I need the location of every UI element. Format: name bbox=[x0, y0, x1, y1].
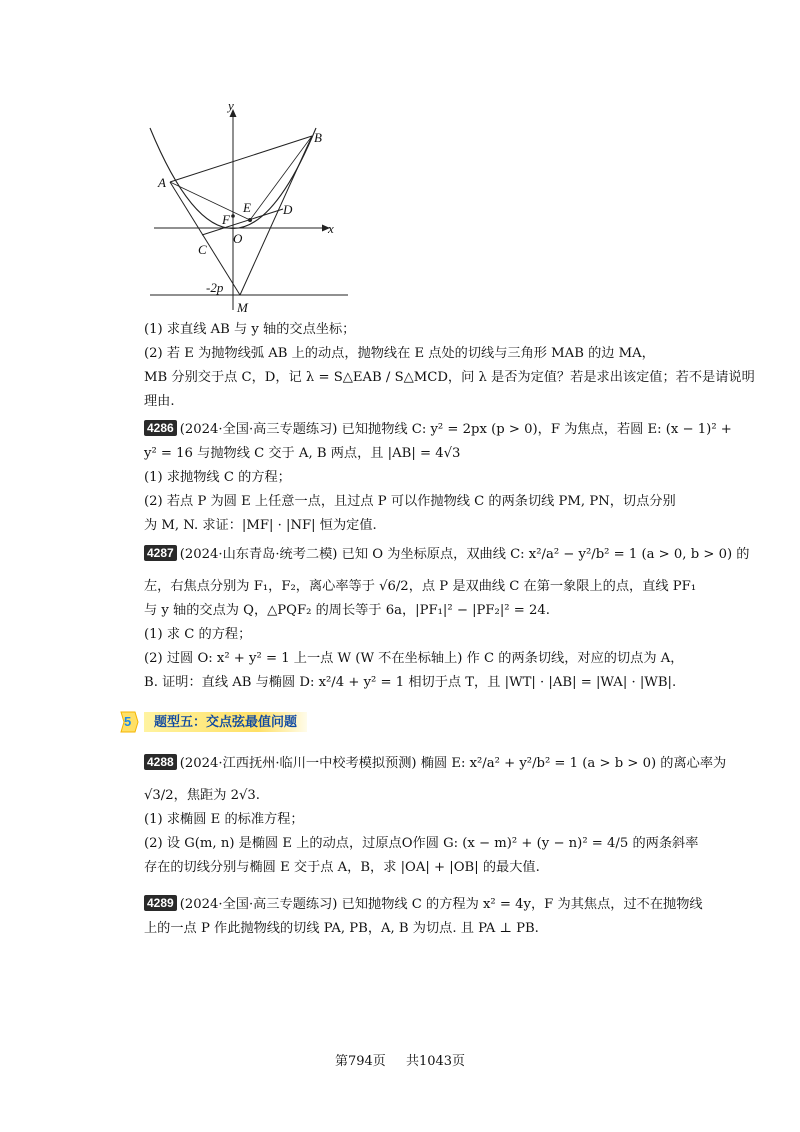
problem-4288 bbox=[144, 752, 727, 880]
point-E bbox=[248, 218, 252, 222]
point-F bbox=[231, 214, 235, 218]
p4286-line5: 为 M, N. 求证：|MF| · |NF| 恒为定值. bbox=[144, 518, 377, 533]
parabola-figure bbox=[140, 96, 360, 318]
page-number: 第794页 bbox=[334, 1054, 386, 1069]
problem-4287 bbox=[144, 543, 750, 695]
problem-number-4286: 4286 bbox=[144, 420, 177, 436]
p4287-line3: 与 y 轴的交点为 Q，△PQF₂ 的周长等于 6a，|PF₁|² − |PF₂|² = 24. bbox=[144, 603, 550, 618]
label-B: B bbox=[314, 130, 322, 145]
label-A: A bbox=[158, 175, 166, 190]
p4288-line3: (1) 求椭圆 E 的标准方程； bbox=[144, 812, 304, 827]
p4286-line3: (1) 求抛物线 C 的方程； bbox=[144, 470, 291, 485]
p4289-text-1: (2024·全国·高三专题练习) 已知抛物线 C 的方程为 x² = 4y，F 为其焦点，过不在抛物线 bbox=[179, 897, 703, 912]
problem-number-4287: 4287 bbox=[144, 545, 177, 561]
label-D: D bbox=[283, 202, 293, 217]
p4286-text-1: (2024·全国·高三专题练习) 已知抛物线 C: y² = 2px (p > 0)，F 为焦点，若圆 E: (x − 1)² + bbox=[179, 422, 732, 437]
p4289-line2: 上的一点 P 作此抛物线的切线 PA, PB，A, B 为切点. 且 PA ⊥ PB. bbox=[144, 921, 539, 936]
label-O: O bbox=[233, 231, 243, 246]
p4287-line6: B. 证明：直线 AB 与椭圆 D: x²/4 + y² = 1 相切于点 T，且 |WT| · |AB| = |WA| · |WB|. bbox=[144, 675, 677, 690]
p4288-line2: √3/2，焦距为 2√3. bbox=[144, 788, 260, 803]
p4286-line2: y² = 16 与抛物线 C 交于 A, B 两点，且 |AB| = 4√3 bbox=[144, 446, 461, 461]
p4287-line2: 左，右焦点分别为 F₁，F₂，离心率等于 √6/2，点 P 是双曲线 C 在第一象限上的点，直线 PF₁ bbox=[144, 579, 697, 594]
label-x: x bbox=[328, 221, 334, 236]
section-title: 题型五：交点弦最值问题 bbox=[144, 712, 307, 732]
label-y: y bbox=[228, 98, 234, 113]
page-total: 共1043页 bbox=[405, 1054, 466, 1069]
prev-q1: (1) 求直线 AB 与 y 轴的交点坐标； bbox=[144, 322, 356, 337]
label-C: C bbox=[198, 242, 207, 257]
figure-svg bbox=[140, 96, 360, 318]
p4287-line1 bbox=[144, 543, 750, 567]
problem-prev-parts bbox=[144, 318, 755, 414]
label-neg2p: -2p bbox=[206, 280, 224, 295]
problem-number-4288: 4288 bbox=[144, 754, 177, 770]
chord-AB bbox=[170, 136, 312, 182]
label-E: E bbox=[243, 200, 251, 215]
prev-q2-b: MB 分别交于点 C，D，记 λ = S△EAB / S△MCD，问 λ 是否为定值？若是求出该定值；若不是请说明 bbox=[144, 370, 755, 385]
prev-q2-a: (2) 若 E 为抛物线弧 AB 上的动点，抛物线在 E 点处的切线与三角形 MAB 的边 MA， bbox=[144, 346, 655, 361]
problem-number-4289: 4289 bbox=[144, 895, 177, 911]
problem-4286 bbox=[144, 418, 732, 538]
p4288-line4: (2) 设 G(m, n) 是椭圆 E 上的动点，过原点O作圆 G: (x − m)² + (y − n)² = 4/5 的两条斜率 bbox=[144, 836, 699, 851]
p4286-line1 bbox=[144, 418, 732, 442]
label-M: M bbox=[237, 300, 248, 315]
p4288-text-1: (2024·江西抚州·临川一中校考模拟预测) 椭圆 E: x²/a² + y²/b² = 1 (a > b > 0) 的离心率为 bbox=[179, 756, 727, 771]
p4286-line4: (2) 若点 P 为圆 E 上任意一点，且过点 P 可以作抛物线 C 的两条切线 PM, PN，切点分别 bbox=[144, 494, 676, 509]
label-F: F bbox=[222, 212, 230, 227]
p4288-line1 bbox=[144, 752, 727, 776]
section-badge bbox=[118, 710, 140, 734]
p4287-line5: (2) 过圆 O: x² + y² = 1 上一点 W (W 不在坐标轴上) 作 C 的两条切线，对应的切点为 A， bbox=[144, 651, 684, 666]
section-number: 5 bbox=[124, 714, 132, 729]
prev-q2-c: 理由. bbox=[144, 394, 175, 409]
p4288-line5: 存在的切线分别与椭圆 E 交于点 A，B，求 |OA| + |OB| 的最大值. bbox=[144, 860, 540, 875]
segment-EB bbox=[250, 136, 312, 220]
p4287-text-1: (2024·山东青岛·统考二模) 已知 O 为坐标原点，双曲线 C: x²/a² − y²/b² = 1 (a > 0, b > 0) 的 bbox=[179, 547, 750, 562]
section-header bbox=[118, 708, 358, 736]
segment-MB bbox=[240, 136, 312, 295]
problem-4289 bbox=[144, 893, 703, 941]
p4289-line1 bbox=[144, 893, 703, 917]
p4287-line4: (1) 求 C 的方程； bbox=[144, 627, 252, 642]
page-footer bbox=[0, 1050, 800, 1069]
